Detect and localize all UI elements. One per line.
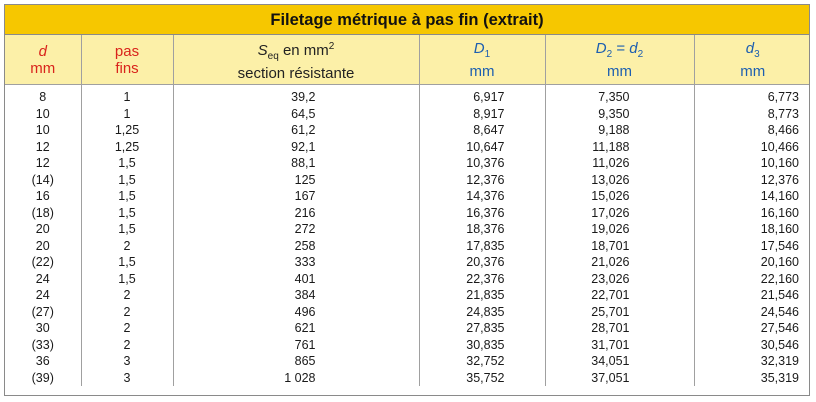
cell-d: 8 (5, 85, 81, 106)
cell-pas: 1 (81, 85, 173, 106)
cell-d3: 12,376 (760, 172, 799, 187)
cell-d: (14) (5, 172, 81, 189)
cell-d3: 24,546 (760, 304, 799, 319)
table-row (5, 287, 810, 304)
header-D1-sub: 1 (484, 48, 491, 60)
cell-d: 30 (5, 320, 81, 337)
header-seq-sub: eq (267, 50, 279, 62)
header-seq (173, 35, 419, 85)
cell-seq: 1 028 (173, 370, 419, 387)
cell-pas: 1,25 (81, 139, 173, 156)
header-D1-unit: mm (469, 62, 495, 80)
table-row (5, 337, 810, 354)
cell-D1: 17,835 (419, 238, 545, 255)
table-row (5, 238, 810, 255)
cell-D2: 28,701 (545, 320, 694, 337)
thread-table-panel (4, 4, 810, 396)
cell-D1: 22,376 (419, 271, 545, 288)
cell-D1: 8,917 (419, 106, 545, 123)
table-row (5, 139, 810, 156)
cell-d: 12 (5, 139, 81, 156)
table-row (5, 320, 810, 337)
header-pas (81, 35, 173, 85)
table-row (5, 304, 810, 321)
cell-pas: 1,5 (81, 172, 173, 189)
cell-D2: 31,701 (545, 337, 694, 354)
cell-d3: 30,546 (760, 337, 799, 352)
cell-D2: 7,350 (545, 85, 694, 106)
cell-d: 10 (5, 122, 81, 139)
cell-d: 12 (5, 155, 81, 172)
cell-D2: 9,350 (545, 106, 694, 123)
header-d (5, 35, 81, 85)
cell-D1: 20,376 (419, 254, 545, 271)
cell-d: 20 (5, 221, 81, 238)
cell-pas: 1,5 (81, 188, 173, 205)
cell-pas: 1,5 (81, 155, 173, 172)
table-row (5, 205, 810, 222)
cell-seq: 125 (173, 172, 419, 189)
header-D2-symbol: D (595, 39, 607, 57)
header-seq-sup: 2 (328, 40, 335, 52)
cell-d: 24 (5, 271, 81, 288)
cell-D2: 25,701 (545, 304, 694, 321)
cell-seq: 167 (173, 188, 419, 205)
cell-d3: 18,160 (760, 222, 799, 236)
cell-D2: 21,026 (545, 254, 694, 271)
cell-D1: 32,752 (419, 353, 545, 370)
header-D2-unit: mm (607, 62, 632, 80)
header-D1-symbol: D (473, 39, 485, 57)
cell-pas: 2 (81, 287, 173, 304)
header-d-unit: mm (30, 59, 56, 77)
cell-d3: 17,546 (760, 238, 799, 253)
cell-d3: 35,319 (760, 370, 799, 385)
header-pas-line2: fins (115, 59, 139, 77)
cell-D1: 18,376 (419, 221, 545, 238)
cell-D1: 8,647 (419, 122, 545, 139)
header-pas-line1: pas (114, 42, 140, 60)
cell-seq: 384 (173, 287, 419, 304)
cell-d: (27) (5, 304, 81, 321)
cell-d: 20 (5, 238, 81, 255)
table-row (5, 122, 810, 139)
cell-d3: 14,160 (760, 189, 799, 203)
header-D2-symbol2: d (629, 39, 638, 57)
cell-seq: 272 (173, 221, 419, 238)
cell-seq: 61,2 (173, 122, 419, 139)
cell-seq: 865 (173, 353, 419, 370)
cell-D2: 9,188 (545, 122, 694, 139)
cell-pas: 1,5 (81, 254, 173, 271)
header-D1 (419, 35, 545, 85)
cell-D1: 16,376 (419, 205, 545, 222)
header-d3-symbol: d (745, 39, 755, 57)
cell-d: (39) (5, 370, 81, 387)
header-D2 (545, 35, 694, 85)
cell-seq: 64,5 (173, 106, 419, 123)
cell-D1: 6,917 (419, 85, 545, 106)
cell-D1: 27,835 (419, 320, 545, 337)
header-seq-line2: section résistante (237, 64, 355, 82)
cell-d3: 32,319 (760, 354, 799, 368)
cell-d3: 21,546 (760, 288, 799, 302)
cell-d3: 10,466 (760, 139, 799, 154)
header-row (5, 35, 810, 85)
cell-pas: 1 (81, 106, 173, 123)
table-title: Filetage métrique à pas fin (extrait) (5, 5, 809, 35)
cell-D2: 23,026 (545, 271, 694, 288)
cell-D1: 35,752 (419, 370, 545, 387)
cell-d3: 6,773 (767, 90, 799, 104)
cell-d3: 8,773 (767, 106, 799, 121)
cell-d: (22) (5, 254, 81, 271)
cell-pas: 1,5 (81, 271, 173, 288)
cell-seq: 258 (173, 238, 419, 255)
cell-d: 24 (5, 287, 81, 304)
thread-table (5, 35, 810, 386)
header-seq-symbol: S (257, 41, 268, 59)
cell-seq: 496 (173, 304, 419, 321)
cell-pas: 1,5 (81, 221, 173, 238)
cell-D1: 10,376 (419, 155, 545, 172)
cell-D2: 37,051 (545, 370, 694, 387)
cell-d3: 8,466 (767, 123, 799, 137)
cell-seq: 621 (173, 320, 419, 337)
cell-d: 10 (5, 106, 81, 123)
cell-D2: 19,026 (545, 221, 694, 238)
cell-d: (18) (5, 205, 81, 222)
header-D2-sub: 2 (606, 48, 613, 60)
cell-D1: 12,376 (419, 172, 545, 189)
cell-pas: 2 (81, 304, 173, 321)
cell-seq: 216 (173, 205, 419, 222)
cell-D2: 34,051 (545, 353, 694, 370)
header-d3-sub: 3 (754, 48, 760, 60)
cell-pas: 1,25 (81, 122, 173, 139)
cell-d: 36 (5, 353, 81, 370)
cell-D1: 21,835 (419, 287, 545, 304)
cell-d3: 27,546 (760, 321, 799, 335)
cell-d3: 10,160 (760, 156, 799, 170)
cell-d3: 16,160 (760, 205, 799, 220)
header-seq-text: en mm (278, 41, 329, 59)
header-d3-unit: mm (740, 62, 766, 80)
table-row (5, 254, 810, 271)
cell-pas: 3 (81, 353, 173, 370)
cell-d: (33) (5, 337, 81, 354)
cell-seq: 761 (173, 337, 419, 354)
cell-D2: 22,701 (545, 287, 694, 304)
cell-d: 16 (5, 188, 81, 205)
cell-D2: 17,026 (545, 205, 694, 222)
cell-seq: 92,1 (173, 139, 419, 156)
cell-pas: 3 (81, 370, 173, 387)
cell-pas: 1,5 (81, 205, 173, 222)
cell-D2: 11,026 (545, 155, 694, 172)
table-body (5, 85, 810, 387)
cell-seq: 333 (173, 254, 419, 271)
cell-pas: 2 (81, 337, 173, 354)
header-d-symbol: d (38, 42, 47, 60)
table-row (5, 188, 810, 205)
header-d3 (694, 35, 810, 85)
cell-seq: 88,1 (173, 155, 419, 172)
cell-D1: 30,835 (419, 337, 545, 354)
cell-seq: 401 (173, 271, 419, 288)
table-row (5, 221, 810, 238)
cell-D1: 10,647 (419, 139, 545, 156)
cell-D2: 15,026 (545, 188, 694, 205)
table-row (5, 271, 810, 288)
table-row (5, 155, 810, 172)
cell-d3: 20,160 (760, 255, 799, 269)
cell-D1: 24,835 (419, 304, 545, 321)
cell-pas: 2 (81, 320, 173, 337)
cell-pas: 2 (81, 238, 173, 255)
cell-seq: 39,2 (173, 85, 419, 106)
table-row (5, 106, 810, 123)
table-row (5, 370, 810, 387)
cell-D2: 13,026 (545, 172, 694, 189)
cell-d3: 22,160 (760, 271, 799, 286)
header-D2-sub2: 2 (637, 48, 644, 60)
cell-D2: 11,188 (545, 139, 694, 156)
table-row (5, 353, 810, 370)
cell-D1: 14,376 (419, 188, 545, 205)
table-row (5, 85, 810, 106)
header-D2-eq: = (612, 39, 630, 57)
table-row (5, 172, 810, 189)
cell-D2: 18,701 (545, 238, 694, 255)
